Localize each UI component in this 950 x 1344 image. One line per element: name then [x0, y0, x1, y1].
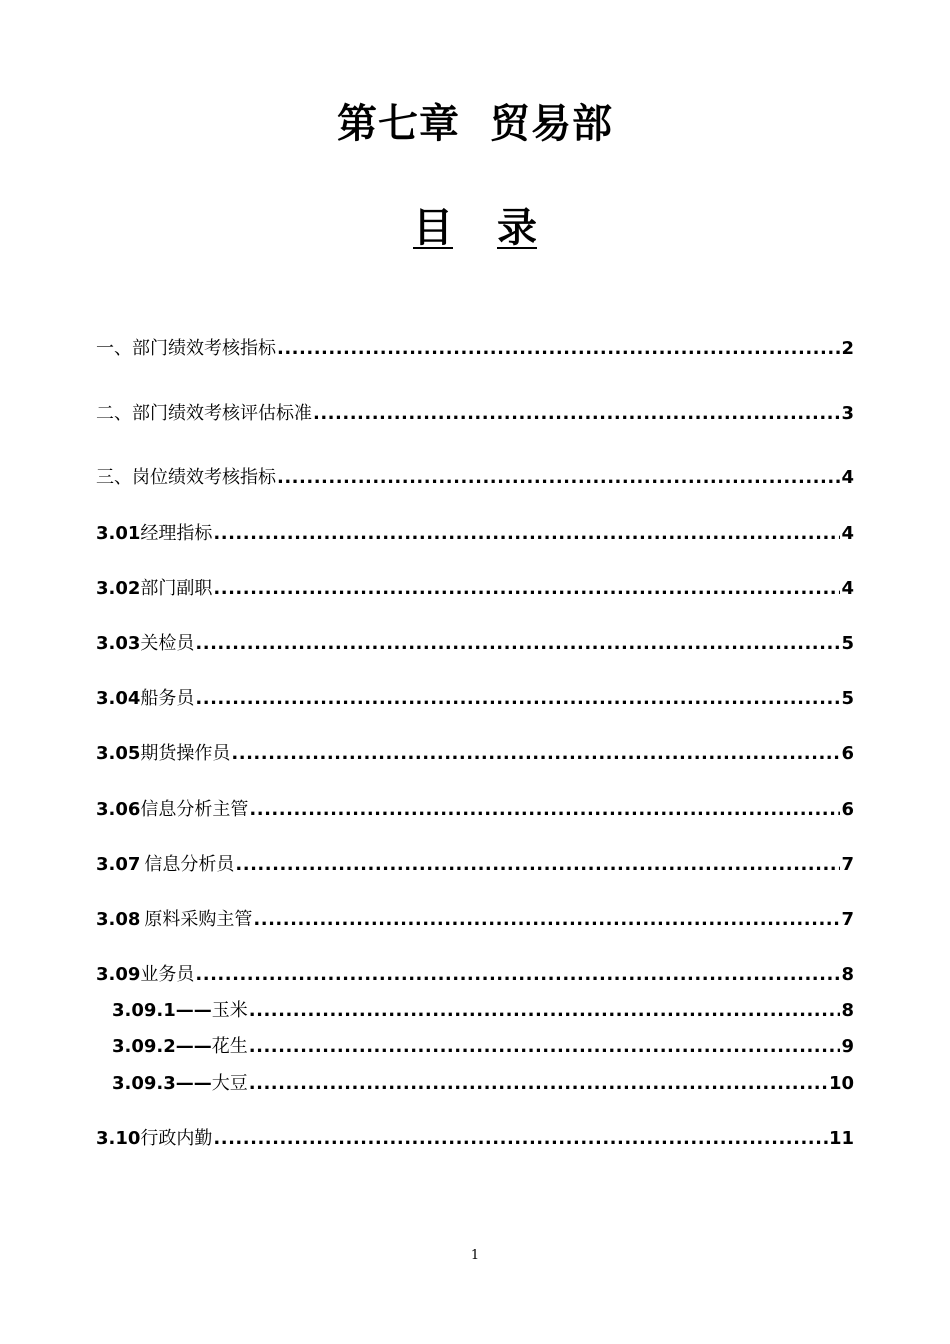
toc-entry-label: 业务员 — [140, 964, 195, 985]
department-name: 贸易部 — [490, 101, 613, 147]
toc-entry-label: 三、岗位绩效考核指标 — [96, 467, 276, 488]
toc-entry[interactable] — [96, 960, 854, 986]
toc-leader — [213, 523, 840, 544]
toc-entry-page: 2 — [841, 338, 854, 359]
toc-entry[interactable] — [96, 905, 854, 931]
toc-entry[interactable] — [96, 739, 854, 765]
toc-entry-label: 原料采购主管 — [144, 909, 253, 930]
toc-leader — [249, 799, 840, 820]
toc-entry-label: 花生 — [211, 1036, 248, 1057]
toc-entry-number: 3.05 — [96, 743, 141, 764]
toc-subentry[interactable] — [112, 1032, 854, 1058]
toc-entry-number: 3.03 — [96, 633, 141, 654]
toc-entry-label: 大豆 — [211, 1073, 248, 1094]
toc-entry-page: 5 — [841, 688, 854, 709]
toc-entry-page: 4 — [841, 467, 854, 488]
toc-leader — [249, 1000, 841, 1021]
toc-entry-page: 11 — [828, 1128, 854, 1149]
toc-entry-label: 期货操作员 — [140, 743, 231, 764]
toc-heading-left: 目 — [413, 205, 453, 251]
toc-leader — [253, 909, 840, 930]
toc-leader — [195, 633, 840, 654]
toc-entry-label: 信息分析主管 — [140, 799, 249, 820]
toc-entry-number: 3.01 — [96, 523, 141, 544]
chapter-title — [0, 92, 950, 149]
toc-leader — [313, 403, 840, 424]
toc-leader — [249, 1036, 841, 1057]
toc-entry-page: 8 — [841, 964, 854, 985]
toc-entry[interactable] — [96, 519, 854, 545]
toc-entry-label: 船务员 — [140, 688, 195, 709]
toc-leader — [213, 1128, 828, 1149]
toc-leader — [235, 854, 840, 875]
toc-entry[interactable] — [96, 795, 854, 821]
toc-heading — [0, 196, 950, 253]
toc-entry[interactable] — [96, 1124, 854, 1150]
toc-leader — [277, 467, 840, 488]
toc-entry-label: 行政内勤 — [140, 1128, 213, 1149]
toc-entry-label: 玉米 — [211, 1000, 248, 1021]
toc-entry[interactable] — [96, 574, 854, 600]
toc-entry[interactable] — [96, 629, 854, 655]
toc-entry-page: 3 — [841, 403, 854, 424]
toc-entry-page: 7 — [841, 909, 854, 930]
toc-entry-page: 9 — [841, 1036, 854, 1057]
toc-entry-label: 经理指标 — [140, 523, 213, 544]
toc-entry[interactable] — [96, 399, 854, 425]
toc-entry-number: 3.04 — [96, 688, 141, 709]
toc-entry-label: 部门副职 — [140, 578, 213, 599]
toc-entry-number: 3.09.1—— — [112, 1000, 212, 1021]
page-number: 1 — [470, 1248, 480, 1263]
chapter-number: 第七章 — [337, 101, 460, 147]
toc-entry-number: 3.09 — [96, 964, 141, 985]
toc-entry[interactable] — [96, 850, 854, 876]
toc-entry-page: 7 — [841, 854, 854, 875]
toc-entry-label: 信息分析员 — [144, 854, 235, 875]
toc-leader — [231, 743, 840, 764]
toc-entry-page: 4 — [841, 578, 854, 599]
toc-entry-number: 3.09.2—— — [112, 1036, 212, 1057]
toc-entry-page: 5 — [841, 633, 854, 654]
toc-leader — [277, 338, 840, 359]
toc-entry[interactable] — [96, 463, 854, 489]
toc-entry[interactable] — [96, 334, 854, 360]
toc-entry-label: 一、部门绩效考核指标 — [96, 338, 276, 359]
toc-entry-number: 3.08 — [96, 909, 141, 930]
toc-entry-page: 6 — [841, 799, 854, 820]
toc-entry-number: 3.06 — [96, 799, 141, 820]
toc-subentry[interactable] — [112, 1069, 854, 1095]
toc-leader — [195, 964, 840, 985]
toc-entry-label: 关检员 — [140, 633, 195, 654]
toc-leader — [195, 688, 840, 709]
toc-entry-label: 二、部门绩效考核评估标准 — [96, 403, 312, 424]
toc-entry-number: 3.07 — [96, 854, 141, 875]
toc-entry-page: 4 — [841, 523, 854, 544]
toc-entry-page: 8 — [841, 1000, 854, 1021]
toc-subentry[interactable] — [112, 996, 854, 1022]
toc-entry[interactable] — [96, 684, 854, 710]
toc-entry-number: 3.10 — [96, 1128, 141, 1149]
toc-entry-page: 10 — [828, 1073, 854, 1094]
toc-entry-number: 3.02 — [96, 578, 141, 599]
toc-entry-page: 6 — [841, 743, 854, 764]
toc-entry-number: 3.09.3—— — [112, 1073, 212, 1094]
toc-leader — [213, 578, 840, 599]
toc-heading-right: 录 — [497, 205, 537, 251]
toc-leader — [249, 1073, 828, 1094]
